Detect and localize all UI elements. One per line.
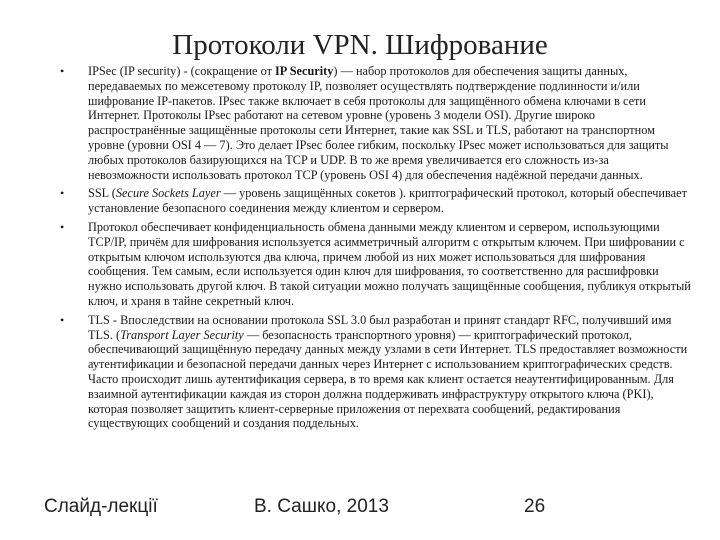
footer-lecture-label: Слайд-лекції (44, 496, 158, 517)
bullet-text: IPSec (IP security) - (сокращение от IP Security) — набор протоколов для обеспечения защиты данных, передаваемых по межсетевому протоколу IP, позволяет осуществлять подтверждение подлинности и/или шифрование IP-пакетов. IPsec также включает в себя протоколы для защищённого обмена ключами в сети Интернет. Протоколы IPsec работают на сетевом уровне (уровень 3 модели OSI). Другие широко распространённые защищённые протоколы сети Интернет, такие как SSL и TLS, работают на транспортном уровне (уровни OSI 4 — 7). Это делает IPsec более гибким, поскольку IPsec может использоваться для защиты любых протоколов базирующихся на TCP и UDP. В то же время увеличивается его сложность из-за невозможности использовать протокол TCP (уровень OSI 4) для обеспечения надёжной передачи данных. (88, 64, 669, 182)
bullet-text: SSL (Secure Sockets Layer — уровень защищённых сокетов ). криптографический протокол, который обеспечивает установление безопасного соединения между клиентом и сервером. (88, 186, 687, 216)
slide-body (60, 64, 692, 435)
bullet-text: TLS - Впоследствии на основании протокола SSL 3.0 был разработан и принят стандарт RFC, получивший имя TLS. (Transport Layer Security — безопасность транспортного уровня) — криптографический протокол, обеспечивающий защищённую передачу данных между узлами в сети Интернет. TLS предоставляет возможности аутентификации и безопасной передачи данных через Интернет с использованием криптографических средств. Часто происходит лишь аутентификация сервера, в то время как клиент остается неаутентифицированным. Для взаимной аутентификации каждая из сторон должна поддерживать инфраструктуру открытого ключа (PKI), которая позволяет защитить клиент-серверные приложения от перехвата сообщений, редактирования существующих сообщений и создания поддельных. (88, 312, 688, 431)
bullet-marker: • (60, 186, 65, 201)
footer-author: В. Сашко, 2013 (254, 496, 389, 517)
page-number: 26 (524, 496, 546, 517)
bullet-tls (60, 313, 692, 431)
bullet-marker: • (60, 312, 65, 327)
bullet-ipsec (60, 64, 692, 182)
bullet-protocol-confidentiality (60, 220, 692, 309)
bullet-text: Протокол обеспечивает конфиденциальность обмена данными между клиентом и сервером, использующими TCP/IP, причём для шифрования используется асимметричный алгоритм с открытым ключем. При шифровании с открытым ключом используются два ключа, причем любой из них может использоваться для шифрования сообщения. Тем самым, если используется один ключ для шифрования, то соответственно для расшифровки нужно использовать другой ключ. В такой ситуации можно получать защищённые сообщения, публикуя открытый ключ, и храня в тайне секретный ключ. (88, 219, 691, 308)
bullet-marker: • (60, 64, 65, 78)
bullet-marker: • (60, 219, 65, 234)
slide-title: Протоколи VPN. Шифрование (172, 29, 548, 61)
bullet-ssl (60, 186, 692, 216)
